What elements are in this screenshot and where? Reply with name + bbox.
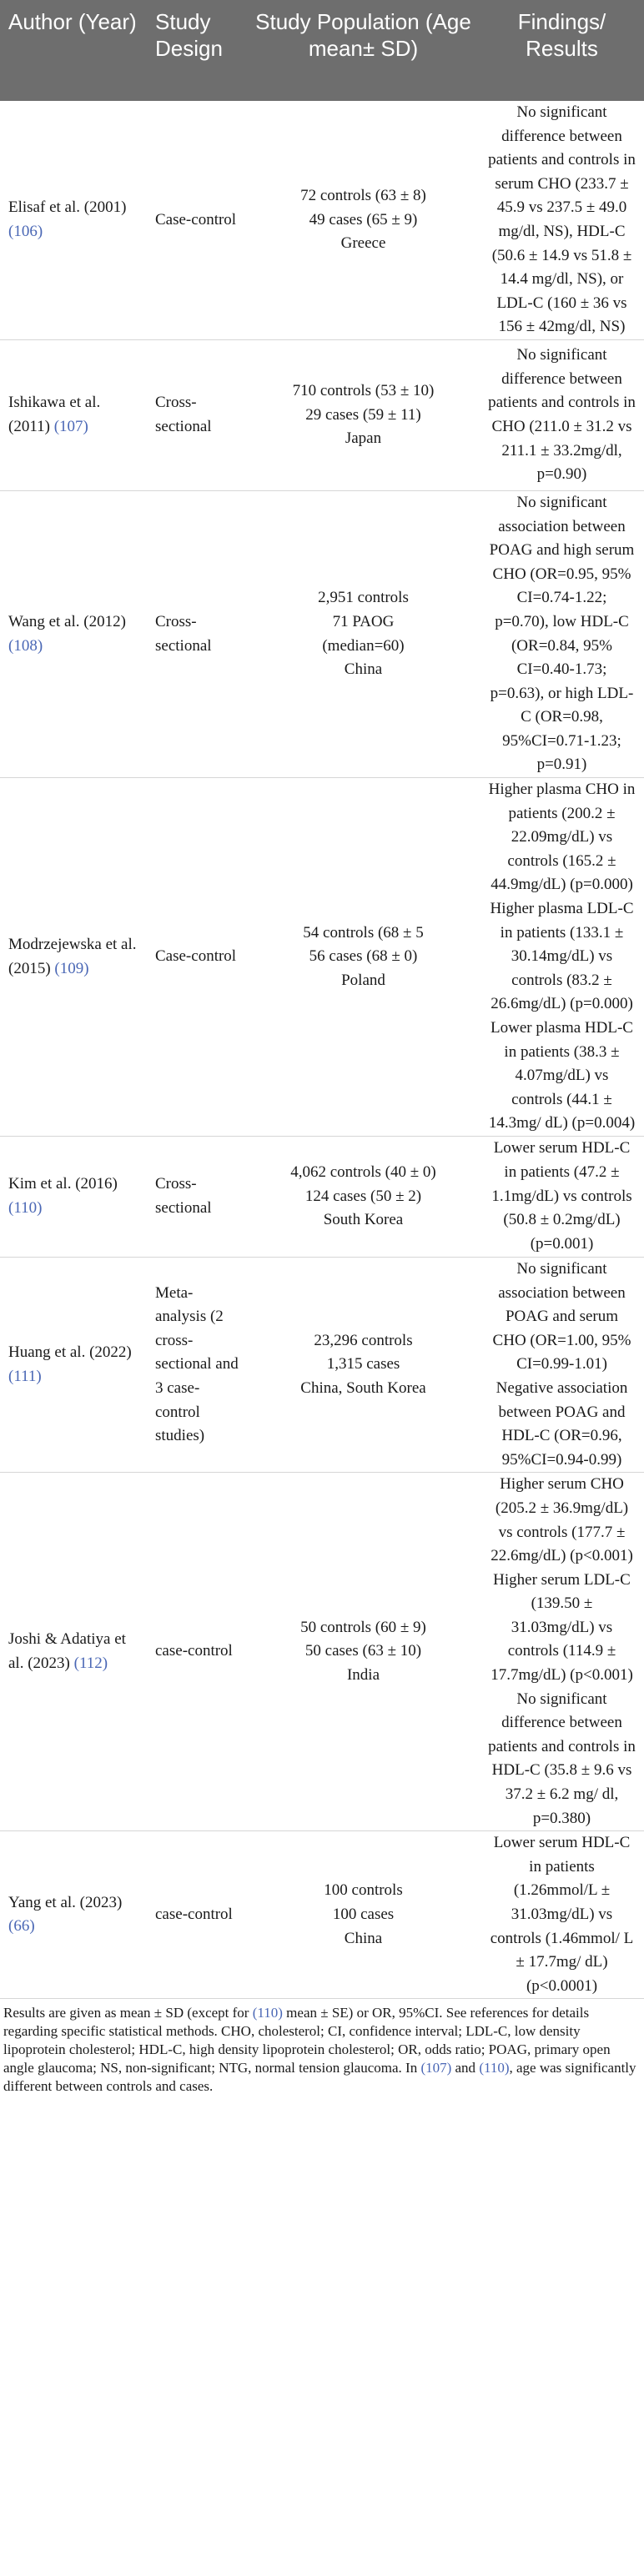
cell-population [247, 101, 480, 339]
author-name: Joshi & Adatiya et al. (2023) [8, 1630, 126, 1672]
table-row [0, 1831, 644, 1999]
table-row [0, 101, 644, 339]
author-name: Ishikawa et al. (2011) [8, 394, 101, 435]
population-line: 71 PAOG [332, 612, 395, 630]
finding-paragraph: Higher plasma LDL-C in patients (133.1 ± 30.14mg/dL) vs controls (83.2 ± 26.6mg/dL) (p=0.000) [490, 900, 634, 1013]
finding-paragraph: Higher plasma CHO in patients (200.2 ± 22.09mg/dL) vs controls (165.2 ± 44.9mg/dL) (p=0.000) [488, 781, 636, 894]
cell-population [247, 490, 480, 777]
author-name: Kim et al. (2016) [8, 1175, 118, 1193]
population-line: 2,951 controls [318, 589, 409, 607]
reference-link[interactable]: (106) [8, 222, 43, 240]
cell-design: Meta-analysis (2 cross-sectional and 3 case-control studies) [147, 1257, 247, 1472]
cell-author [0, 778, 147, 1137]
reference-link[interactable]: (107) [53, 417, 88, 435]
population-line: 50 cases (63 ± 10) [304, 1642, 422, 1660]
cell-findings [480, 1831, 644, 1999]
finding-paragraph: Negative association between POAG and HDL-C (OR=0.96, 95%CI=0.94-0.99) [496, 1378, 628, 1469]
cell-population [247, 778, 480, 1137]
population-line: 23,296 controls [314, 1331, 413, 1349]
author-name: Wang et al. (2012) [8, 612, 126, 630]
header-row [0, 0, 644, 101]
cell-population [247, 1831, 480, 1999]
header-design: Study Design [147, 0, 247, 101]
population-line: 50 controls (60 ± 9) [300, 1618, 426, 1636]
reference-link[interactable]: (109) [54, 959, 89, 977]
footnote-lead: Results are given as mean ± SD (except for [3, 2005, 249, 2021]
cell-findings [480, 339, 644, 490]
finding-paragraph: No significant difference between patients and controls in HDL-C (35.8 ± 9.6 vs 37.2 ± 6.2 mg/ dl, p=0.380) [488, 1690, 636, 1827]
table-row [0, 778, 644, 1137]
table-body [0, 101, 644, 1999]
footnote-ref-107[interactable]: (107) [420, 2060, 452, 2076]
cell-findings [480, 490, 644, 777]
cell-author [0, 101, 147, 339]
population-line: (median=60) [322, 636, 405, 655]
population-line: 72 controls (63 ± 8) [300, 187, 426, 205]
population-line: 100 controls [324, 1881, 403, 1900]
cell-design: Case-control [147, 101, 247, 339]
cell-findings [480, 778, 644, 1137]
population-line: Japan [345, 429, 382, 448]
population-line: 1,315 cases [326, 1355, 400, 1373]
finding-paragraph: Lower serum HDL-C in patients (1.26mmol/L ± 31.03mg/dL) vs controls (1.46mmol/ L ± 17.7mg/ dL) (p<0.0001) [490, 1834, 634, 1995]
cell-design: Case-control [147, 778, 247, 1137]
population-line: 100 cases [332, 1906, 395, 1923]
population-line: 124 cases (50 ± 2) [304, 1187, 422, 1205]
population-line: 4,062 controls (40 ± 0) [290, 1163, 436, 1182]
author-name: Elisaf et al. (2001) [8, 198, 127, 217]
cell-design: Cross-sectional [147, 490, 247, 777]
reference-link[interactable]: (66) [8, 1917, 35, 1936]
footnote-and: and [455, 2060, 476, 2076]
header-author: Author (Year) [0, 0, 147, 101]
cell-findings [480, 101, 644, 339]
cell-design: Cross-sectional [147, 339, 247, 490]
cell-population [247, 339, 480, 490]
footnote [0, 1999, 644, 2096]
population-line: Poland [341, 971, 385, 989]
population-line: China [344, 660, 383, 679]
finding-paragraph: No significant association between POAG and serum CHO (OR=1.00, 95% CI=0.99-1.01) [492, 1259, 631, 1373]
population-line: Greece [340, 234, 386, 253]
cell-design: case-control [147, 1473, 247, 1831]
author-name: Huang et al. (2022) [8, 1343, 132, 1362]
finding-paragraph: Higher serum LDL-C (139.50 ± 31.03mg/dL) vs controls (114.9 ± 17.7mg/dL) (p<0.001) [491, 1570, 633, 1685]
population-line: China, South Korea [300, 1378, 426, 1397]
finding-paragraph: Lower plasma HDL-C in patients (38.3 ± 4.07mg/dL) vs controls (44.1 ± 14.3mg/ dL) (p=0.004) [488, 1019, 636, 1132]
cell-findings [480, 1136, 644, 1257]
cell-population [247, 1136, 480, 1257]
reference-link[interactable]: (112) [73, 1654, 108, 1672]
footnote-ref-110[interactable]: (110) [252, 2005, 283, 2021]
table-row [0, 1257, 644, 1472]
cell-population [247, 1473, 480, 1831]
table-row [0, 1473, 644, 1831]
table-row [0, 339, 644, 490]
finding-paragraph: Higher serum CHO (205.2 ± 36.9mg/dL) vs controls (177.7 ± 22.6mg/dL) (p<0.001) [491, 1475, 633, 1565]
header-findings: Findings/ Results [480, 0, 644, 101]
cell-author [0, 1473, 147, 1831]
population-line: 710 controls (53 ± 10) [292, 382, 435, 400]
cell-author [0, 339, 147, 490]
cell-author [0, 1257, 147, 1472]
author-name: Modrzejewska et al. (2015) [8, 935, 137, 977]
population-line: China [344, 1929, 383, 1947]
table-row [0, 490, 644, 777]
reference-link[interactable]: (108) [8, 636, 43, 655]
cell-author [0, 1831, 147, 1999]
finding-paragraph: No significant difference between patients and controls in serum CHO (233.7 ± 45.9 vs 237.5 ± 49.0 mg/dl, NS), HDL-C (50.6 ± 14.9 vs 51.8 ± 14.4 mg/dl, NS), or LDL-C (160 ± 36 vs 156 ± 42mg/dl, NS) [488, 103, 636, 336]
finding-paragraph: No significant association between POAG and high serum CHO (OR=0.95, 95% CI=0.74-1.22; p=0.70), low HDL-C (OR=0.84, 95% CI=0.40-1.73; p=0.63), or high LDL-C (OR=0.98, 95%CI=0.71-1.23; p=0.91) [489, 493, 635, 774]
cell-findings [480, 1257, 644, 1472]
author-name: Yang et al. (2023) [8, 1893, 123, 1911]
cell-design: case-control [147, 1831, 247, 1999]
finding-paragraph: Lower serum HDL-C in patients (47.2 ± 1.1mg/dL) vs controls (50.8 ± 0.2mg/dL) (p=0.001) [491, 1139, 632, 1253]
header-population: Study Population (Age mean± SD) [247, 0, 480, 101]
cell-findings [480, 1473, 644, 1831]
cell-author [0, 1136, 147, 1257]
footnote-tail: , age was significantly different between controls and cases. [3, 2060, 636, 2095]
population-line: 49 cases (65 ± 9) [309, 210, 418, 228]
population-line: 56 cases (68 ± 0) [309, 947, 418, 966]
population-line: 29 cases (59 ± 11) [305, 405, 421, 424]
finding-paragraph: No significant difference between patients and controls in CHO (211.0 ± 31.2 vs 211.1 ± 33.2mg/dl, p=0.90) [488, 346, 636, 484]
reference-link[interactable]: (110) [8, 1198, 43, 1217]
cell-design: Cross-sectional [147, 1136, 247, 1257]
population-line: India [346, 1666, 380, 1685]
population-line: 54 controls (68 ± 5 [303, 923, 424, 942]
footnote-ref-110b[interactable]: (110) [479, 2060, 510, 2076]
cell-population [247, 1257, 480, 1472]
population-line: South Korea [323, 1211, 404, 1229]
table-row [0, 1136, 644, 1257]
reference-link[interactable]: (111) [8, 1367, 42, 1385]
footnote-middle: mean ± SE) or OR, 95%CI. See references for details regarding specific statistical methods. CHO, cholesterol; CI, confidence interval; LDL-C, low density lipoprotein cholesterol; HDL-C, high density lipoprotein cholesterol; OR, odds ratio; POAG, primary open angle glaucoma; NS, non-significant; NTG, normal tension glaucoma. In [3, 2005, 611, 2076]
cell-author [0, 490, 147, 777]
